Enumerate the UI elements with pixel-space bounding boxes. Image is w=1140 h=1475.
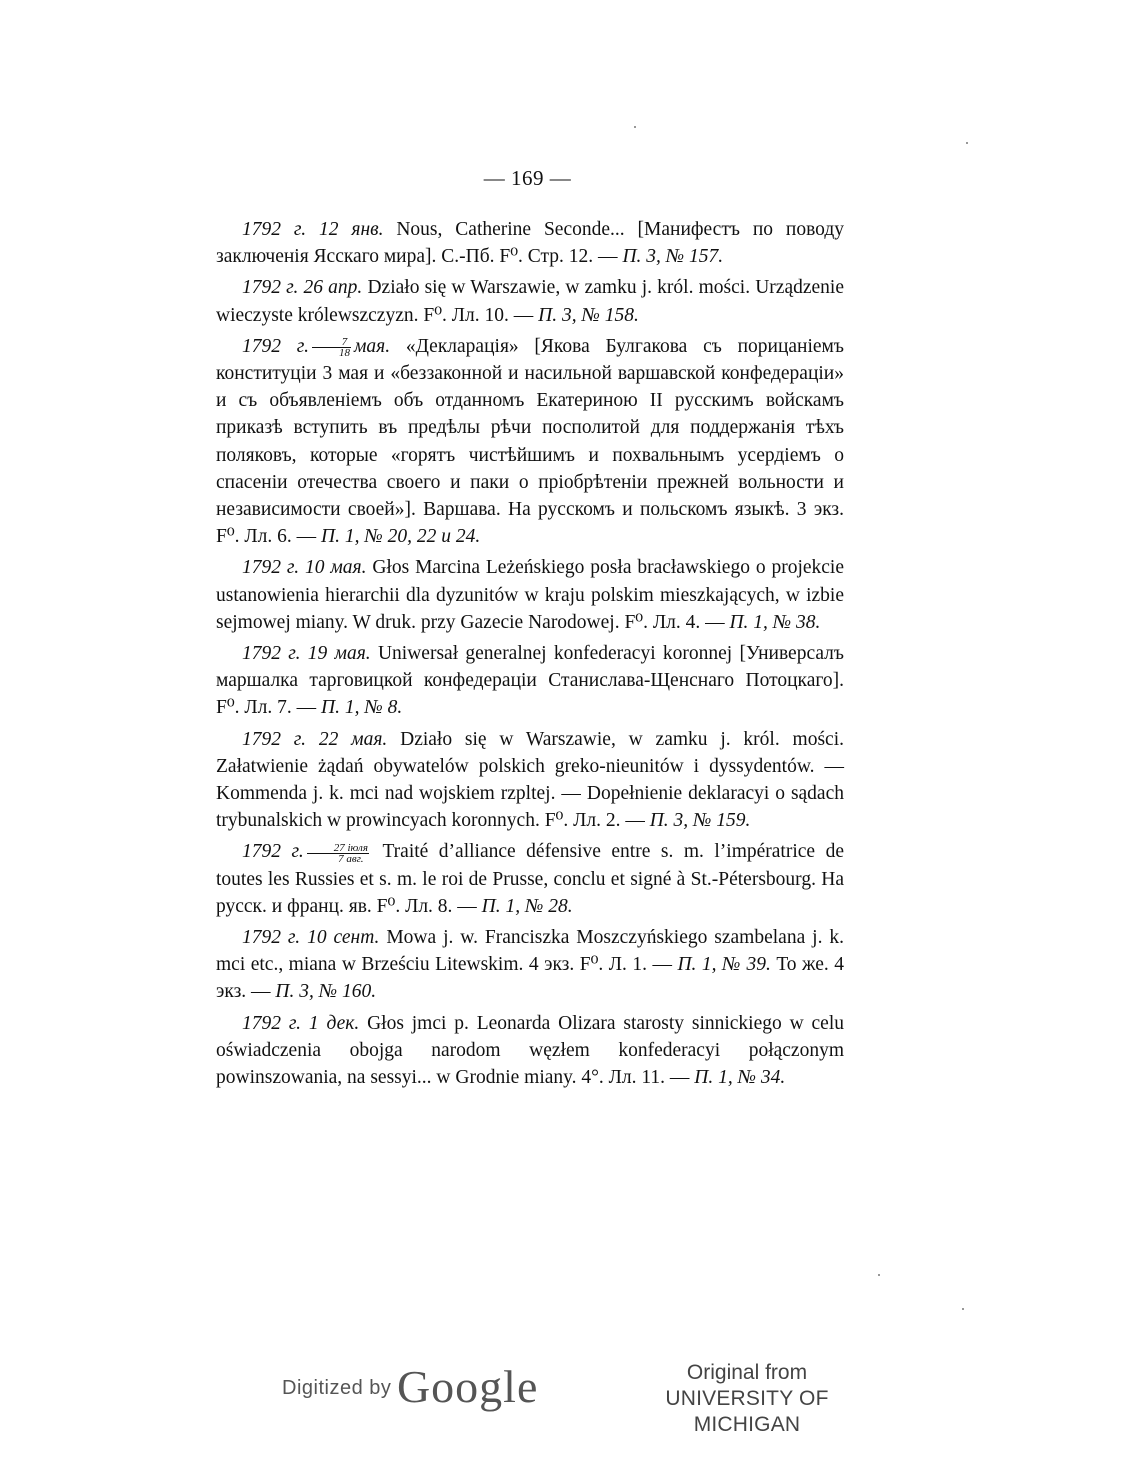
entry-text: Traité d’alliance défensive entre s. m. l’impératrice de toutes les Russies et s. m. le roi de Prusse, conclu et signé à St.-Pétersbourg. На русск. и франц. яв. F⁰. Лл. 8. —: [216, 841, 844, 917]
fraction-numerator: 7: [312, 337, 351, 348]
entry-reference: П. 1, № 8.: [321, 697, 403, 719]
fraction-numerator: 27 іюля: [307, 843, 369, 854]
entry-reference: П. 1, № 38.: [729, 611, 821, 633]
entry-reference: П. 1, № 20, 22 и 24.: [321, 526, 481, 548]
digitized-by-google-watermark: [282, 1360, 538, 1413]
date-fraction: [312, 337, 351, 358]
entry-2: [216, 274, 844, 328]
page-number: — 169 —: [483, 166, 572, 190]
entry-reference: П. 3, № 159.: [649, 810, 751, 832]
entry-date: 1792 г. 22 мая.: [242, 728, 388, 750]
entry-text: Uniwersał generalnej konfederacyi koronnej [Универсалъ маршалка тарговицкой конфедераціи Станислава-Щенснаго Потоцкаго]. F⁰. Лл. 7. —: [216, 643, 844, 719]
entry-reference: П. 3, № 157.: [622, 246, 724, 268]
entry-9: [216, 1010, 844, 1092]
institution-name: UNIVERSITY OF MICHIGAN: [665, 1387, 829, 1436]
entry-4: [216, 554, 844, 636]
entry-text: Działo się w Warszawie, w zamku j. król. mości. Załatwienie żądań obywatelów polskich greko-nieunitów i dyssydentów. — Kommenda j. k. mci nad wojskiem rzpltej. — Dopełnienie deklaracyi o sądach trybunalskich w prowincyach koronnych. F⁰. Лл. 2. —: [216, 728, 844, 832]
entry-1: [216, 216, 844, 270]
entry-date: 1792 г. 12 янв.: [242, 219, 384, 240]
scan-speck: [966, 142, 968, 144]
entry-text: Nous, Catherine Seconde... [Манифестъ по поводу заключенія Ясскаго мира]. С.-Пб. F⁰. Стр. 12. —: [216, 219, 845, 268]
date-fraction: [307, 843, 369, 864]
entry-reference: П. 1, № 34.: [694, 1067, 786, 1089]
entry-date: 1792 г. 19 мая.: [242, 643, 371, 665]
entry-text: Mowa j. w. Franciszka Moszczyńskiego szambelana j. k. mci etc., miana w Brześciu Litewskim. 4 экз. F⁰. Л. 1. —: [216, 927, 844, 976]
entry-5: [216, 640, 844, 722]
fraction-denominator: 18: [338, 346, 350, 359]
google-logo: Google: [396, 1361, 539, 1412]
scan-speck: [962, 1308, 964, 1310]
entry-date: 1792 г.: [242, 841, 304, 863]
entry-text: Działo się w Warszawie, w zamku j. król. mości. Urządzenie wieczyste królewszczyzn. F⁰. Лл. 10. —: [216, 277, 844, 326]
entry-3: [216, 333, 844, 551]
entry-6: [216, 726, 844, 835]
entry-8: [216, 924, 844, 1006]
original-from-label: Original from: [686, 1361, 808, 1384]
bibliography-entries: [216, 216, 844, 1095]
entry-reference: П. 1, № 28.: [481, 895, 573, 917]
entry-reference-extra: П. 3, № 160.: [275, 981, 377, 1003]
entry-date-suffix: мая.: [353, 335, 391, 357]
entry-date: 1792 г.: [242, 335, 309, 357]
entry-date: 1792 г. 10 мая.: [242, 557, 367, 579]
entry-text-extra: То же. 4 экз. —: [216, 954, 844, 1003]
entry-text: Głos Marcina Leżeńskiego posła bracławskiego o projekcie ustanowienia hierarchii dla dyzunitów w kraju polskim mieszkających, w izbie sejmowej miany. W druk. przy Gazecie Narodowej. F⁰. Лл. 4. —: [216, 557, 844, 633]
fraction-denominator: 7 авг.: [338, 852, 364, 865]
entry-date: 1792 г. 1 дек.: [242, 1012, 360, 1034]
scan-speck: [878, 1274, 880, 1276]
entry-date: 1792 г. 26 апр.: [242, 277, 363, 299]
entry-text: Głos jmci p. Leonarda Olizara starosty sinnickiego w celu oświadczenia obojga narodom węzłem konfederacyi połączonym powinszowania, na sessyi... w Grodnie miany. 4°. Лл. 11. —: [216, 1012, 844, 1089]
entry-reference: П. 3, № 158.: [538, 304, 639, 326]
entry-reference: П. 1, № 39.: [677, 954, 771, 976]
digitized-by-label: Digitized by: [282, 1377, 392, 1399]
scan-speck: [634, 126, 636, 128]
entry-text: «Декларацiя» [Якова Булгакова съ порицаніемъ конституціи 3 мая и «беззаконной и насильной варшавской конфедераціи» и съ объявленіемъ объ отданномъ Екатериною II русскимъ войскамъ приказѣ вступить въ предѣлы рѣчи посполитой для поддержанія тѣхъ поляковъ, которые «горятъ чистѣйшимъ и похвальнымъ усердіемъ о спасеніи отечества своего и паки о пріобрѣтеніи прежней вольности и независимости своей»]. Варшава. На русскомъ и польскомъ языкѣ. 3 экз. F⁰. Лл. 6. —: [216, 335, 844, 548]
entry-date: 1792 г. 10 сент.: [242, 927, 380, 949]
original-source-watermark: [630, 1360, 864, 1438]
entry-7: [216, 838, 844, 920]
